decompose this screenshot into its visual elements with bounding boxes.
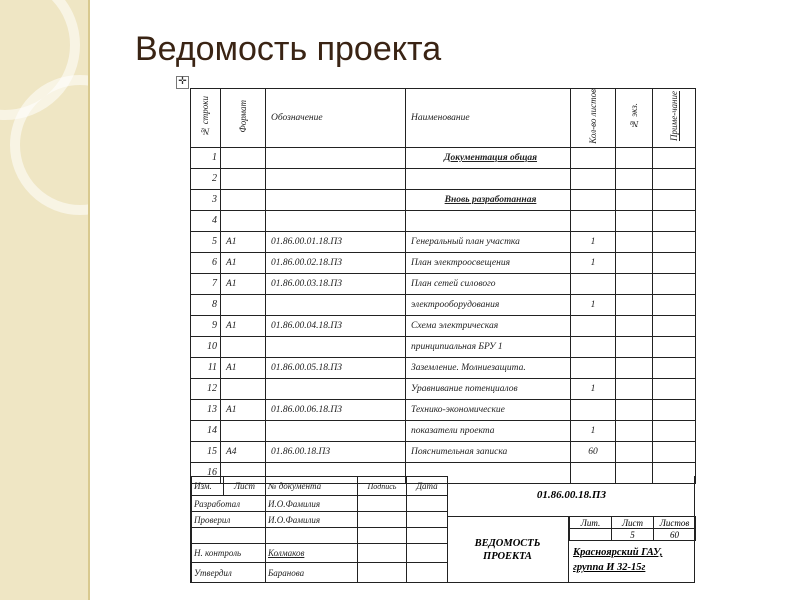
table-row (191, 336, 696, 357)
row-note (653, 273, 696, 294)
row-copy-no (616, 252, 653, 273)
row-note (653, 315, 696, 336)
tb-org-line1: Красноярский ГАУ, (573, 547, 663, 558)
row-format (221, 210, 266, 231)
row-note (653, 168, 696, 189)
row-designation (266, 420, 406, 441)
row-copy-no (616, 315, 653, 336)
row-sheets-count: 1 (571, 294, 616, 315)
row-number: 14 (191, 420, 221, 441)
header-name: Наименование (406, 89, 571, 148)
row-format (221, 147, 266, 168)
table-row (191, 294, 696, 315)
row-designation (266, 210, 406, 231)
row-copy-no (616, 273, 653, 294)
tb-empty-signature (358, 528, 407, 544)
tb-doc-code: 01.86.00.18.ПЗ (447, 476, 696, 517)
row-note (653, 378, 696, 399)
tb-empty-label (192, 528, 266, 544)
row-number: 2 (191, 168, 221, 189)
row-sheets-count (571, 357, 616, 378)
sidebar-divider (88, 0, 90, 600)
row-name: План электроосвещения (406, 252, 571, 273)
row-number: 1 (191, 147, 221, 168)
title-block (190, 476, 695, 583)
table-row (191, 168, 696, 189)
tb-lit-block (569, 516, 696, 540)
tb-checked-date (407, 512, 448, 528)
row-note (653, 147, 696, 168)
row-number: 13 (191, 399, 221, 420)
row-name (406, 210, 571, 231)
tb-org-line2: группа И 32-15г (573, 562, 646, 573)
row-designation: 01.86.00.03.18.ПЗ (266, 273, 406, 294)
table-row (191, 189, 696, 210)
tb-sheet-label: Лист (612, 517, 654, 529)
row-format (221, 294, 266, 315)
tb-lit-label: Лит. (570, 517, 612, 529)
row-format: А1 (221, 231, 266, 252)
row-note (653, 441, 696, 462)
tb-developed-signature (358, 496, 407, 512)
row-note (653, 210, 696, 231)
row-sheets-count: 1 (571, 231, 616, 252)
row-note (653, 420, 696, 441)
row-note (653, 294, 696, 315)
row-designation (266, 168, 406, 189)
table-row (191, 357, 696, 378)
row-name: Уравнивание потенциалов (406, 378, 571, 399)
row-number: 11 (191, 357, 221, 378)
row-note (653, 357, 696, 378)
header-row-no: № строки (191, 89, 221, 148)
tb-norm-control-date (407, 543, 448, 562)
title-block-signatures (191, 476, 448, 583)
row-designation: 01.86.00.01.18.ПЗ (266, 231, 406, 252)
row-note (653, 252, 696, 273)
project-sheet-document (190, 88, 695, 583)
row-designation: 01.86.00.02.18.ПЗ (266, 252, 406, 273)
row-copy-no (616, 147, 653, 168)
row-copy-no (616, 189, 653, 210)
row-number: 12 (191, 378, 221, 399)
row-note (653, 231, 696, 252)
tb-developed-name: И.О.Фамилия (266, 496, 358, 512)
row-copy-no (616, 231, 653, 252)
row-name: Схема электрическая (406, 315, 571, 336)
row-number: 15 (191, 441, 221, 462)
table-row (191, 147, 696, 168)
row-number: 7 (191, 273, 221, 294)
row-format (221, 420, 266, 441)
row-format: А1 (221, 252, 266, 273)
row-copy-no (616, 294, 653, 315)
row-sheets-count: 60 (571, 441, 616, 462)
table-move-handle-icon[interactable]: ✛ (176, 76, 189, 89)
tb-approved-signature (358, 563, 407, 583)
row-name: План сетей силового (406, 273, 571, 294)
row-designation: 01.86.00.18.ПЗ (266, 441, 406, 462)
tb-doc-name-line1: ВЕДОМОСТЬ (474, 537, 541, 549)
tb-approved-name: Баранова (266, 563, 358, 583)
tb-checked-signature (358, 512, 407, 528)
row-format: А1 (221, 399, 266, 420)
row-copy-no (616, 378, 653, 399)
header-copy-no: № экз. (616, 89, 653, 148)
tb-checked-name: И.О.Фамилия (266, 512, 358, 528)
tb-doc-name-line2: ПРОЕКТА (483, 550, 532, 562)
slide-title: Ведомость проекта (135, 30, 442, 68)
row-sheets-count (571, 210, 616, 231)
tb-checked-label: Проверил (192, 512, 266, 528)
tb-col-signature: Подпись (358, 477, 407, 496)
row-sheets-count (571, 336, 616, 357)
row-number: 6 (191, 252, 221, 273)
row-sheets-count (571, 273, 616, 294)
sidebar-decoration (0, 0, 88, 600)
row-designation: 01.86.00.06.18.ПЗ (266, 399, 406, 420)
row-copy-no (616, 441, 653, 462)
row-format (221, 168, 266, 189)
row-note (653, 399, 696, 420)
row-name: показатели проекта (406, 420, 571, 441)
row-number: 16 (191, 462, 221, 483)
table-row (191, 315, 696, 336)
table-row (191, 231, 696, 252)
row-sheets-count (571, 315, 616, 336)
tb-sheets-value: 60 (654, 529, 696, 541)
table-row (191, 441, 696, 462)
tb-norm-control-signature (358, 543, 407, 562)
decorative-circle-middle (10, 75, 150, 215)
row-format: А1 (221, 273, 266, 294)
tb-col-date: Дата (407, 477, 448, 496)
tb-doc-name (447, 516, 569, 583)
row-number: 10 (191, 336, 221, 357)
row-designation (266, 378, 406, 399)
tb-col-change: Изм. (192, 477, 224, 496)
row-designation: 01.86.00.04.18.ПЗ (266, 315, 406, 336)
row-name: Генеральный план участка (406, 231, 571, 252)
row-designation (266, 189, 406, 210)
row-sheets-count (571, 189, 616, 210)
row-sheets-count (571, 399, 616, 420)
table-row (191, 210, 696, 231)
row-sheets-count (571, 168, 616, 189)
row-designation (266, 336, 406, 357)
row-sheets-count: 1 (571, 378, 616, 399)
tb-empty-date (407, 528, 448, 544)
row-copy-no (616, 210, 653, 231)
title-block-info (447, 476, 696, 583)
row-format (221, 378, 266, 399)
row-format: А1 (221, 315, 266, 336)
row-name: Технико-экономические (406, 399, 571, 420)
row-sheets-count: 1 (571, 252, 616, 273)
row-copy-no (616, 399, 653, 420)
tb-sheet-value: 5 (612, 529, 654, 541)
row-format (221, 189, 266, 210)
row-number: 4 (191, 210, 221, 231)
row-name: Заземление. Молниезащита. (406, 357, 571, 378)
table-row (191, 252, 696, 273)
header-designation: Обозначение (266, 89, 406, 148)
table-row (191, 378, 696, 399)
tb-lit-value (570, 529, 612, 541)
row-name: электрооборудования (406, 294, 571, 315)
row-name (406, 168, 571, 189)
tb-col-doc-no: № документа (266, 477, 358, 496)
tb-sheets-label: Листов (654, 517, 696, 529)
tb-norm-control-label: Н. контроль (192, 543, 266, 562)
table-row (191, 273, 696, 294)
row-designation (266, 294, 406, 315)
row-copy-no (616, 168, 653, 189)
row-number: 9 (191, 315, 221, 336)
sheet-list-table (190, 88, 696, 484)
row-note (653, 336, 696, 357)
table-row (191, 399, 696, 420)
tb-developed-label: Разработал (192, 496, 266, 512)
header-sheets-count: Кол-во листов (571, 89, 616, 148)
row-name: Документация общая (406, 147, 571, 168)
row-copy-no (616, 336, 653, 357)
row-name: Вновь разработанная (406, 189, 571, 210)
row-number: 3 (191, 189, 221, 210)
row-designation (266, 147, 406, 168)
row-format: А4 (221, 441, 266, 462)
row-number: 8 (191, 294, 221, 315)
table-header-row (191, 89, 696, 148)
tb-approved-label: Утвердил (192, 563, 266, 583)
tb-organization (569, 540, 696, 583)
tb-norm-control-name: Колмаков (266, 543, 358, 562)
header-format: Формат (221, 89, 266, 148)
row-copy-no (616, 420, 653, 441)
table-row (191, 420, 696, 441)
row-sheets-count: 1 (571, 420, 616, 441)
tb-empty-name (266, 528, 358, 544)
row-sheets-count (571, 147, 616, 168)
row-name: Пояснительная записка (406, 441, 571, 462)
row-number: 5 (191, 231, 221, 252)
row-note (653, 189, 696, 210)
tb-developed-date (407, 496, 448, 512)
tb-approved-date (407, 563, 448, 583)
row-designation: 01.86.00.05.18.ПЗ (266, 357, 406, 378)
tb-col-sheet: Лист (224, 477, 266, 496)
row-format (221, 336, 266, 357)
row-format: А1 (221, 357, 266, 378)
row-name: принципиальная БРУ 1 (406, 336, 571, 357)
row-copy-no (616, 357, 653, 378)
header-note: Приме-чание (653, 89, 696, 148)
